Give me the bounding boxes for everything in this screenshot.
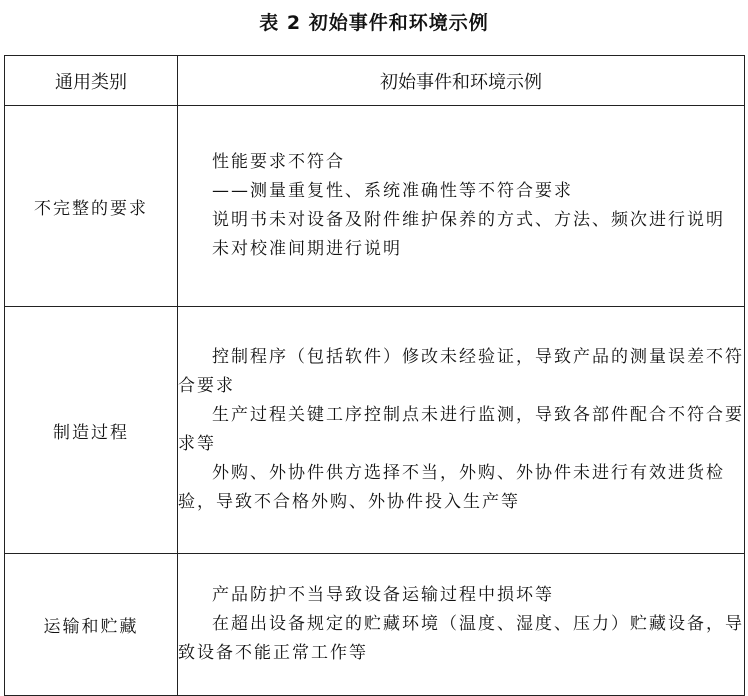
table-row <box>5 554 745 696</box>
example-line: 产品防护不当导致设备运输过程中损坏等 <box>212 585 554 605</box>
table-header-row <box>5 56 745 106</box>
example-line: 性能要求不符合 <box>212 152 345 172</box>
example-line: ——测量重复性、系统准确性等不符合要求 <box>212 181 573 201</box>
examples-cell <box>178 106 745 307</box>
category-cell: 制造过程 <box>5 307 178 554</box>
category-cell: 运输和贮藏 <box>5 554 178 696</box>
examples-cell <box>178 554 745 696</box>
example-line: 外购、外协件供方选择不当，外购、外协件未进行有效进货检验，导致不合格外购、外协件投入生产等 <box>178 463 725 512</box>
example-line: 在超出设备规定的贮藏环境（温度、湿度、压力）贮藏设备，导致设备不能正常工作等 <box>178 614 744 663</box>
example-line: 控制程序（包括软件）修改未经验证，导致产品的测量误差不符合要求 <box>178 347 744 396</box>
table-row <box>5 307 745 554</box>
initial-events-table <box>4 55 745 696</box>
example-line: 未对校准间期进行说明 <box>212 239 402 259</box>
table-caption: 表 2 初始事件和环境示例 <box>259 12 489 34</box>
example-line: 生产过程关键工序控制点未进行监测，导致各部件配合不符合要求等 <box>178 405 744 454</box>
example-line: 说明书未对设备及附件维护保养的方式、方法、频次进行说明 <box>212 210 725 230</box>
header-examples: 初始事件和环境示例 <box>178 56 745 106</box>
category-cell: 不完整的要求 <box>5 106 178 307</box>
examples-cell <box>178 307 745 554</box>
header-category: 通用类别 <box>5 56 178 106</box>
table-row <box>5 106 745 307</box>
